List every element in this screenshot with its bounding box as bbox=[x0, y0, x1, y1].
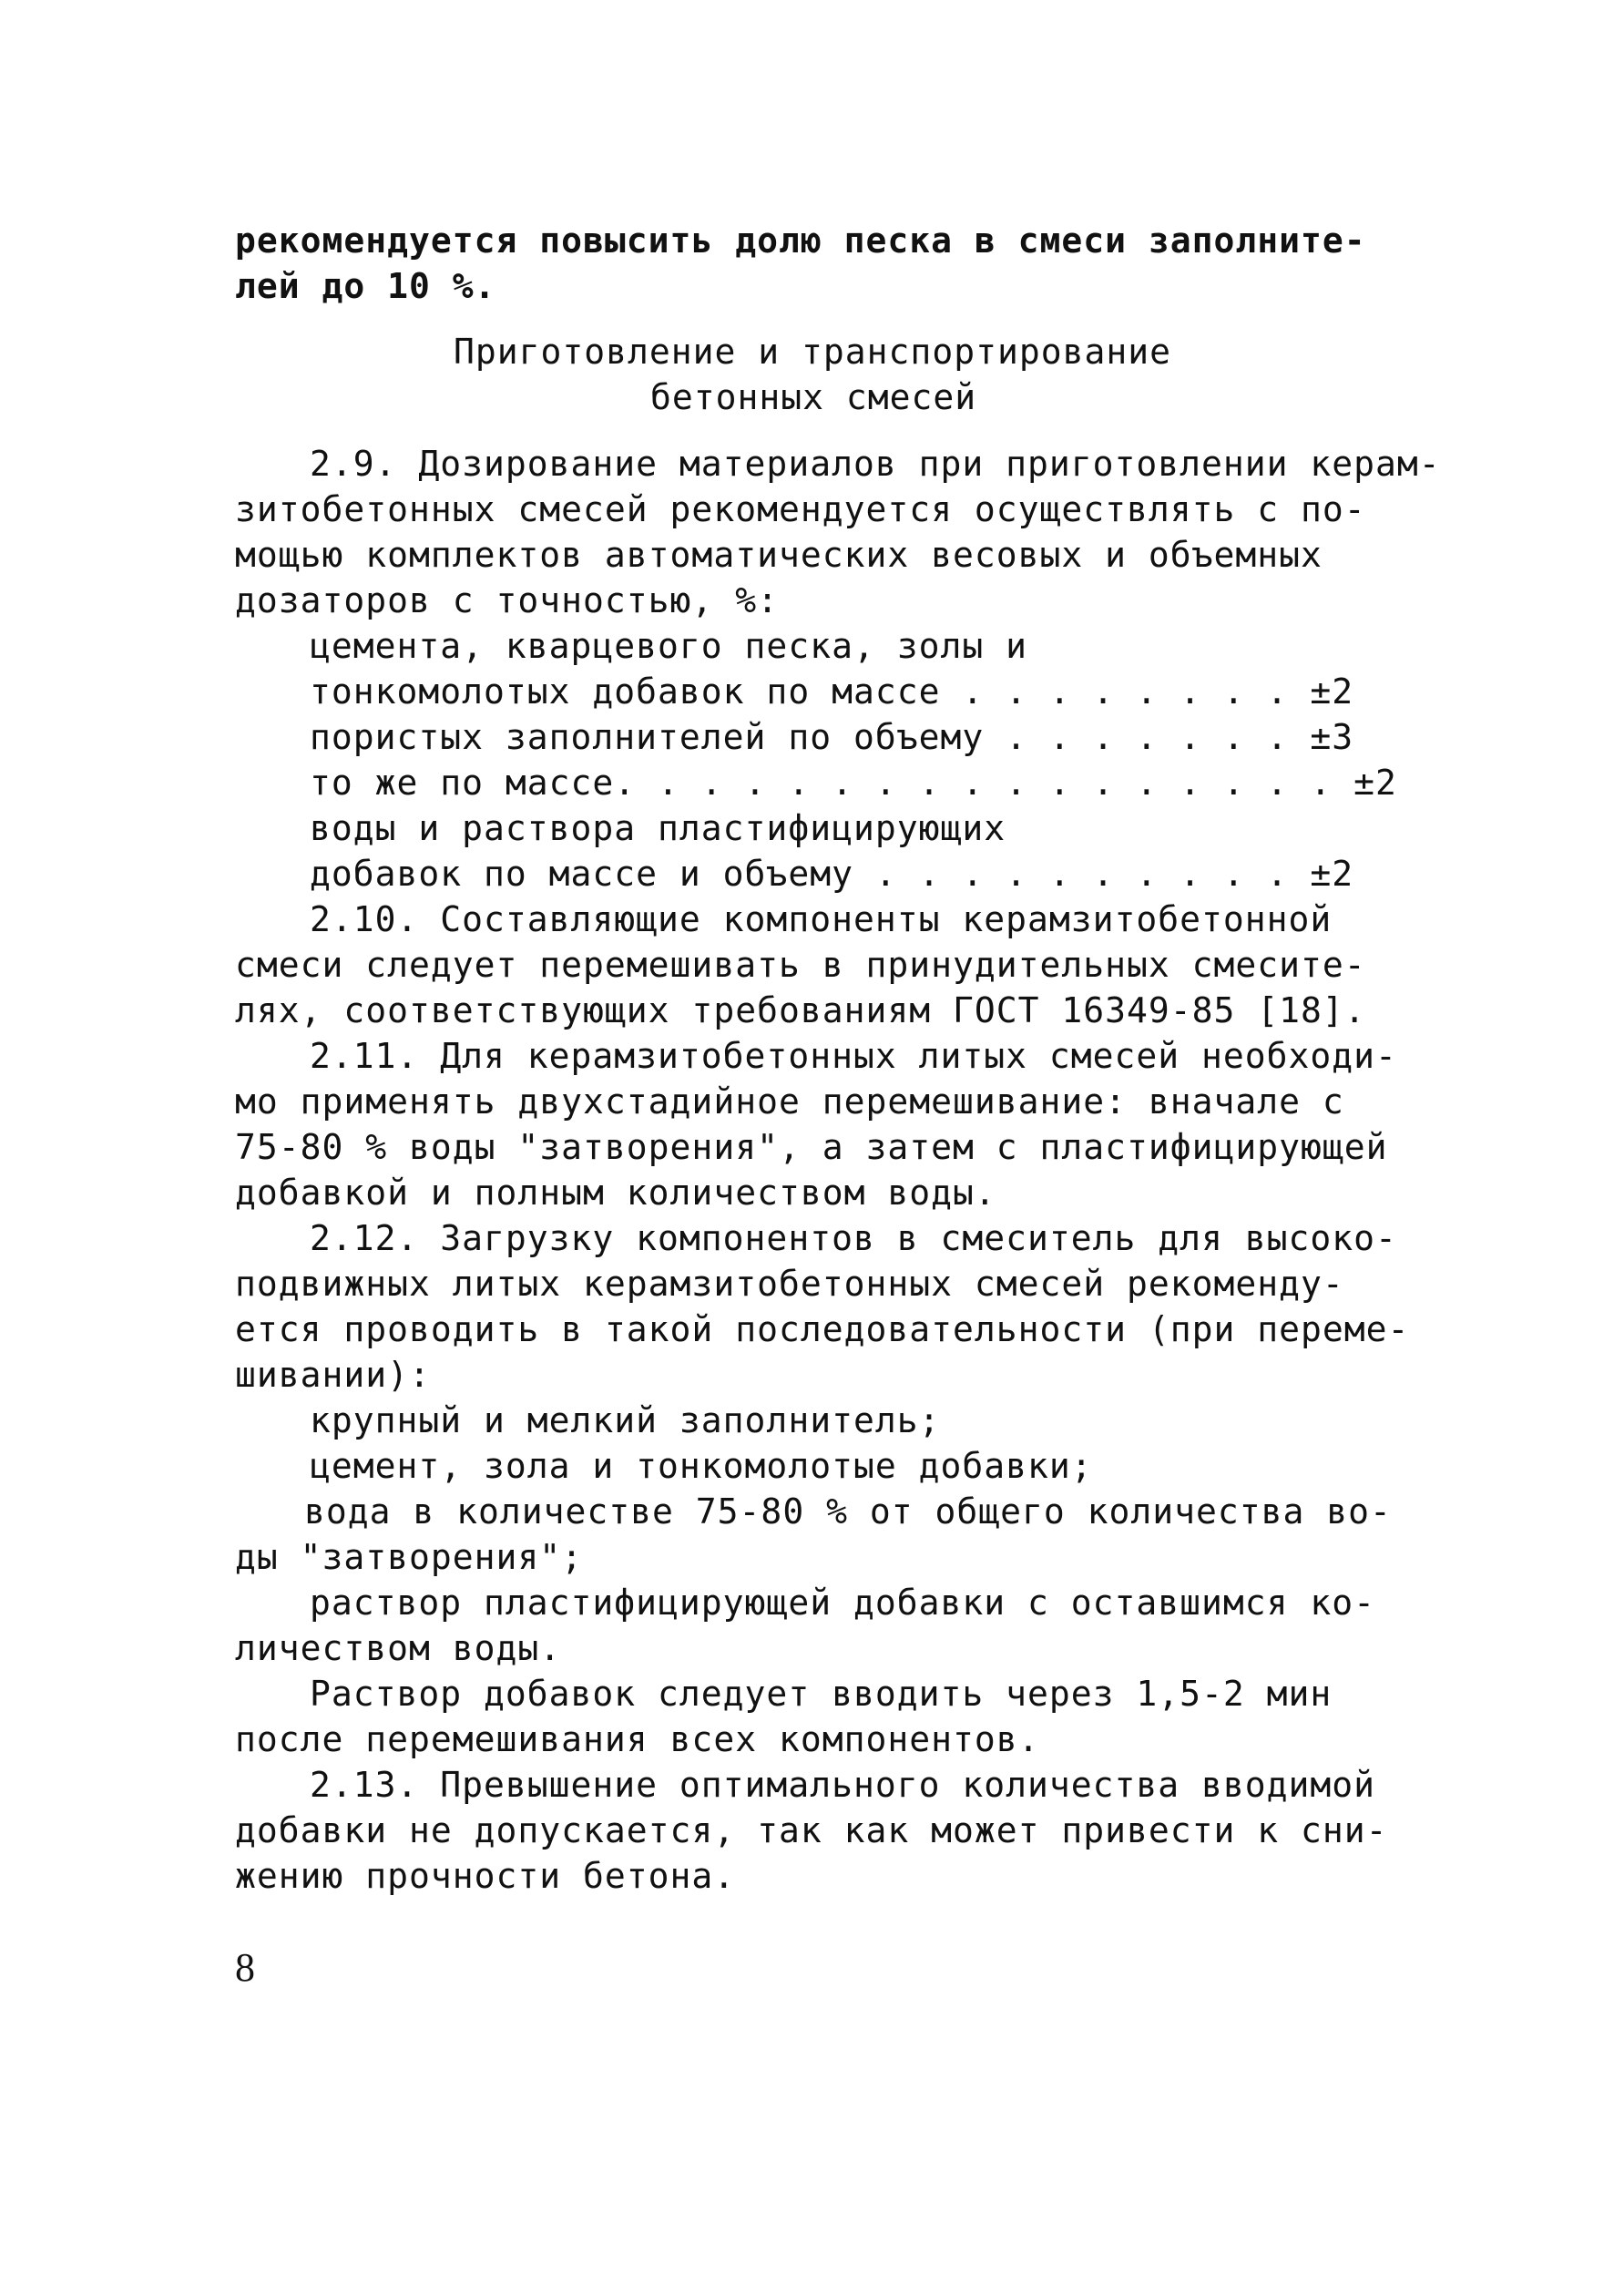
paragraph-2-11-line-3: 75-80 % воды "затворения", а затем с пластифицирующей bbox=[235, 1127, 1388, 1167]
tolerance-value-porous-volume: ±3 bbox=[1310, 717, 1354, 757]
tolerance-item-water-line-2 bbox=[310, 852, 1353, 896]
tolerance-item-water-label: добавок по массе и объему . . . . . . . . . . bbox=[310, 854, 1311, 894]
intro-line-2: лей до 10 %. bbox=[235, 266, 496, 306]
paragraph-2-10-line-1: 2.10. Составляющие компоненты керамзитобетонной bbox=[310, 899, 1333, 939]
page-number: 8 bbox=[235, 1945, 255, 1990]
paragraph-2-12-line-4: шивании): bbox=[235, 1355, 431, 1395]
paragraph-2-9-line-1: 2.9. Дозирование материалов при приготовлении керам- bbox=[310, 444, 1441, 484]
paragraph-2-10-line-2: смеси следует перемешивать в принудительных смесите- bbox=[235, 945, 1366, 985]
tolerance-item-cement-line-2 bbox=[310, 670, 1353, 713]
tolerance-item-water-line-1: воды и раствора пластифицирующих bbox=[310, 808, 1006, 848]
paragraph-2-9-line-3: мощью комплектов автоматических весовых и объемных bbox=[235, 535, 1323, 575]
section-heading-line-2: бетонных смесей bbox=[650, 377, 977, 417]
paragraph-2-11-line-2: мо применять двухстадийное перемешивание: вначале с bbox=[235, 1081, 1344, 1122]
tolerance-value-water: ±2 bbox=[1310, 854, 1354, 894]
tolerance-item-porous-mass-label: то же по массе. . . . . . . . . . . . . . . . . bbox=[310, 763, 1354, 803]
paragraph-2-11-line-1: 2.11. Для керамзитобетонных литых смесей необходи- bbox=[310, 1036, 1397, 1076]
paragraph-2-12-line-2: подвижных литых керамзитобетонных смесей рекоменду- bbox=[235, 1264, 1344, 1304]
section-heading-line-1: Приготовление и транспортирование bbox=[454, 332, 1171, 372]
paragraph-2-12-line-1: 2.12. Загрузку компонентов в смеситель для высоко- bbox=[310, 1218, 1397, 1258]
tolerance-value-cement: ±2 bbox=[1310, 671, 1354, 712]
tolerance-item-cement-label: тонкомолотых добавок по массе . . . . . . . . bbox=[310, 671, 1311, 712]
tolerance-item-porous-mass bbox=[310, 761, 1397, 804]
paragraph-2-12-note-line-2: после перемешивания всех компонентов. bbox=[235, 1719, 1040, 1759]
paragraph-2-12-note-line-1: Раствор добавок следует вводить через 1,5-2 мин bbox=[310, 1674, 1333, 1714]
paragraph-2-11-line-4: добавкой и полным количеством воды. bbox=[235, 1173, 996, 1213]
paragraph-2-13-line-1: 2.13. Превышение оптимального количества вводимой bbox=[310, 1765, 1376, 1805]
paragraph-2-12-line-3: ется проводить в такой последовательности (при переме- bbox=[235, 1309, 1410, 1349]
loading-step-water-line-1: вода в количестве 75-80 % от общего количества во- bbox=[304, 1491, 1392, 1532]
loading-step-solution-line-2: личеством воды. bbox=[235, 1628, 562, 1668]
paragraph-2-9-line-2: зитобетонных смесей рекомендуется осуществлять с по- bbox=[235, 489, 1366, 529]
tolerance-item-cement-line-1: цемента, кварцевого песка, золы и bbox=[310, 626, 1027, 666]
paragraph-2-10-line-3: лях, соответствующих требованиям ГОСТ 16349-85 [18]. bbox=[235, 990, 1366, 1030]
loading-step-aggregate: крупный и мелкий заполнитель; bbox=[310, 1400, 941, 1440]
loading-step-cement: цемент, зола и тонкомолотые добавки; bbox=[310, 1446, 1093, 1486]
tolerance-item-porous-volume-label: пористых заполнителей по объему . . . . . . . bbox=[310, 717, 1311, 757]
tolerance-item-porous-volume bbox=[310, 715, 1353, 759]
loading-step-water-line-2: ды "затворения"; bbox=[235, 1537, 584, 1577]
paragraph-2-13-line-3: жению прочности бетона. bbox=[235, 1856, 736, 1896]
paragraph-2-9-line-4: дозаторов с точностью, %: bbox=[235, 580, 779, 620]
tolerance-value-porous-mass: ±2 bbox=[1353, 763, 1397, 803]
paragraph-2-13-line-2: добавки не допускается, так как может привести к сни- bbox=[235, 1810, 1388, 1850]
intro-line-1: рекомендуется повысить долю песка в смеси заполните- bbox=[235, 220, 1366, 261]
loading-step-solution-line-1: раствор пластифицирующей добавки с оставшимся ко- bbox=[310, 1583, 1376, 1623]
